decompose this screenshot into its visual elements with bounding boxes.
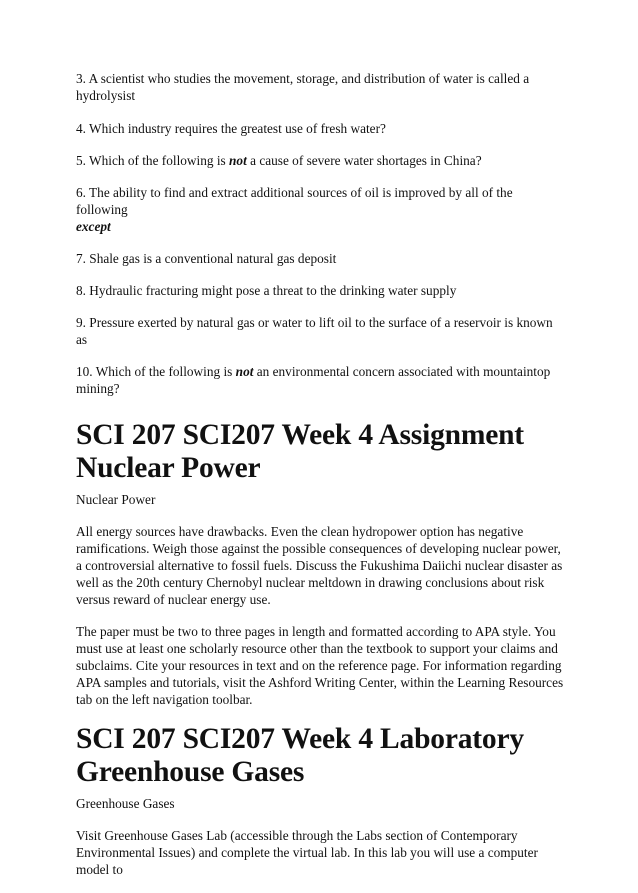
question-10-pre: 10. Which of the following is: [76, 364, 236, 379]
question-5: [76, 152, 566, 169]
section-heading-greenhouse-gases: SCI 207 SCI207 Week 4 Laboratory Greenhouse Gases: [76, 723, 524, 788]
section-subtitle-greenhouse-gases: Greenhouse Gases: [76, 796, 175, 811]
question-4: 4. Which industry requires the greatest use of fresh water?: [76, 121, 386, 136]
section-heading-nuclear-power: SCI 207 SCI207 Week 4 Assignment Nuclear Power: [76, 419, 524, 484]
question-7: 7. Shale gas is a conventional natural gas deposit: [76, 251, 337, 266]
question-5-emphasis: not: [229, 153, 247, 168]
question-6: [76, 184, 566, 235]
question-10: [76, 363, 566, 397]
question-3: 3. A scientist who studies the movement, storage, and distribution of water is called a hydrolysist: [76, 71, 530, 103]
document-page: [76, 70, 566, 893]
nuclear-power-paragraph-2: The paper must be two to three pages in length and formatted according to APA style. You must use at least one scholarly resource other than the textbook to support your claims and subclaims. Cite your resources in text and on the reference page. For information regarding APA samples and tutorials, visit the Ashford Writing Center, within the Learning Resources tab on the left navigation toolbar.: [76, 624, 564, 707]
question-10-emphasis: not: [235, 364, 254, 379]
section-subtitle-nuclear-power: Nuclear Power: [76, 492, 156, 507]
question-10-post: an environmental concern associated with mountaintop mining?: [76, 364, 551, 396]
question-5-pre: 5. Which of the following is: [76, 153, 230, 168]
question-8: 8. Hydraulic fracturing might pose a threat to the drinking water supply: [76, 283, 457, 298]
question-6-emphasis: except: [76, 219, 111, 234]
nuclear-power-paragraph-1: All energy sources have drawbacks. Even the clean hydropower option has negative ramifications. Weigh those against the possible consequences of developing nuclear power, a controversial alternative to fossil fuels. Discuss the Fukushima Daiichi nuclear disaster as well as the 20th century Chernobyl nuclear meltdown in drawing conclusions about risk versus reward of nuclear energy use.: [76, 524, 563, 607]
question-5-post: a cause of severe water shortages in China?: [246, 153, 482, 168]
question-6-pre: 6. The ability to find and extract additional sources of oil is improved by all of the following: [76, 185, 513, 217]
greenhouse-gases-paragraph-1: Visit Greenhouse Gases Lab (accessible through the Labs section of Contemporary Environmental Issues) and complete the virtual lab. In this lab you will use a computer model to: [76, 828, 538, 877]
question-9: 9. Pressure exerted by natural gas or water to lift oil to the surface of a reservoir is known as: [76, 315, 553, 347]
